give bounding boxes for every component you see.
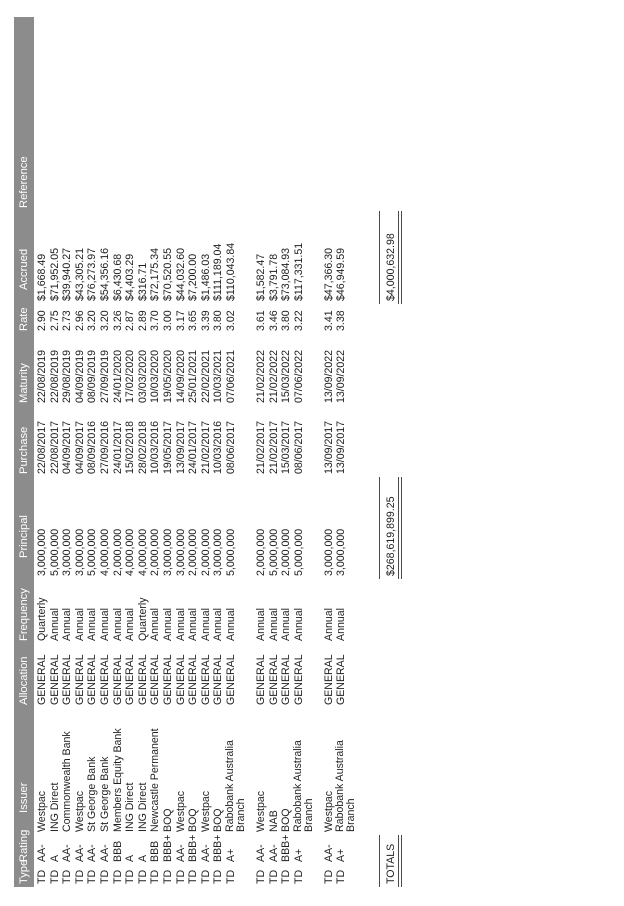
cell-purchase: 27/09/2016	[98, 420, 111, 474]
cell-allocation: GENERAL	[199, 654, 212, 705]
col-header-rating: Rating	[14, 835, 34, 865]
cell-issuer: BOQ	[161, 808, 174, 832]
cell-rating: AA-	[254, 844, 267, 862]
cell-maturity: 25/01/2021	[187, 349, 200, 403]
cell-frequency: Annual	[174, 608, 187, 641]
table-row	[175, 17, 188, 887]
cell-rate: 3.38	[335, 310, 348, 331]
cell-purchase: 08/06/2017	[224, 420, 237, 474]
cell-maturity: 22/08/2019	[36, 349, 48, 403]
cell-purchase: 08/06/2017	[292, 420, 305, 474]
cell-rate: 2.75	[48, 310, 61, 331]
cell-frequency: Annual	[267, 608, 280, 641]
cell-issuer: Westpac	[174, 790, 187, 832]
cell-maturity: 07/06/2022	[292, 349, 305, 403]
cell-accrued: $76,273.97	[86, 247, 99, 301]
cell-frequency: Annual	[124, 608, 137, 641]
totals-accrued: $4,000,632.98	[385, 233, 398, 301]
spacer-row	[357, 17, 371, 887]
cell-allocation: GENERAL	[98, 654, 111, 705]
cell-reference	[268, 17, 281, 211]
cell-reference	[187, 17, 200, 211]
cell-accrued: $117,331.51	[292, 242, 305, 301]
cell-principal: 2,000,000	[149, 528, 162, 576]
cell-allocation: GENERAL	[335, 654, 348, 705]
cell-purchase: 08/09/2016	[86, 420, 99, 474]
cell-rating: A	[48, 854, 61, 862]
cell-purchase: 10/03/2016	[212, 420, 225, 474]
cell-purchase: 04/09/2017	[73, 420, 86, 474]
cell-rating: BBB+	[212, 834, 225, 862]
cell-rate: 3.26	[111, 310, 124, 331]
cell-maturity: 21/02/2022	[267, 349, 280, 403]
cell-accrued: $110,043.84	[224, 242, 237, 301]
cell-rate: 3.46	[267, 310, 280, 331]
cell-reference	[99, 17, 112, 211]
cell-accrued: $1,582.47	[254, 253, 267, 301]
cell-principal: 5,000,000	[267, 528, 280, 576]
cell-maturity: 19/05/2020	[161, 349, 174, 403]
cell-purchase: 28/02/2018	[136, 420, 149, 474]
cell-rate: 3.41	[322, 310, 335, 331]
cell-allocation: GENERAL	[254, 654, 267, 705]
cell-reference	[293, 17, 315, 211]
table-row	[280, 17, 293, 887]
cell-purchase: 21/02/2017	[199, 420, 212, 474]
cell-rate: 3.61	[254, 310, 267, 331]
cell-principal: 5,000,000	[292, 528, 305, 576]
cell-issuer: Rabobank Australia Branch	[334, 740, 358, 832]
cell-maturity: 08/09/2019	[86, 349, 99, 403]
cell-rating: A+	[335, 848, 348, 862]
cell-allocation: GENERAL	[187, 654, 200, 705]
cell-rating: BBB+	[280, 834, 293, 862]
cell-purchase: 15/03/2017	[280, 420, 293, 474]
cell-purchase: 13/09/2017	[322, 420, 335, 474]
cell-type: TD	[267, 869, 280, 884]
col-header-rate: Rate	[14, 304, 34, 334]
cell-accrued: $46,949.59	[335, 247, 348, 301]
cell-accrued: $71,952.05	[48, 247, 61, 301]
cell-issuer: Westpac	[36, 790, 48, 832]
cell-frequency: Annual	[86, 608, 99, 641]
cell-rating: A	[136, 854, 149, 862]
cell-type: TD	[48, 869, 61, 884]
cell-frequency: Annual	[61, 608, 74, 641]
cell-maturity: 13/09/2022	[335, 349, 348, 403]
table-row	[187, 17, 200, 887]
cell-principal: 2,000,000	[111, 528, 124, 576]
cell-rating: AA-	[322, 844, 335, 862]
cell-purchase: 22/08/2017	[36, 420, 48, 474]
cell-accrued: $70,520.55	[161, 247, 174, 301]
cell-type: TD	[124, 869, 137, 884]
cell-issuer: Westpac	[254, 790, 267, 832]
cell-allocation: GENERAL	[149, 654, 162, 705]
cell-frequency: Annual	[98, 608, 111, 641]
cell-accrued: $4,403.29	[124, 253, 137, 301]
cell-rating: A+	[224, 848, 237, 862]
table-row	[61, 17, 74, 887]
cell-rating: A+	[292, 848, 305, 862]
cell-rate: 3.20	[98, 310, 111, 331]
cell-principal: 3,000,000	[335, 528, 348, 576]
cell-maturity: 29/08/2019	[61, 349, 74, 403]
cell-principal: 5,000,000	[224, 528, 237, 576]
investment-table	[14, 17, 403, 887]
cell-allocation: GENERAL	[48, 654, 61, 705]
table-row	[149, 17, 162, 887]
cell-type: TD	[149, 869, 162, 884]
cell-reference	[335, 17, 357, 211]
cell-accrued: $73,084.93	[280, 247, 293, 301]
cell-frequency: Annual	[199, 608, 212, 641]
cell-type: TD	[199, 869, 212, 884]
cell-maturity: 14/09/2020	[174, 349, 187, 403]
cell-rating: AA-	[73, 844, 86, 862]
cell-type: TD	[224, 869, 237, 884]
cell-issuer: Rabobank Australia Branch	[291, 740, 315, 832]
cell-accrued: $54,356.16	[98, 247, 111, 301]
cell-rate: 3.80	[212, 310, 225, 331]
cell-type: TD	[136, 869, 149, 884]
cell-rate: 3.70	[149, 310, 162, 331]
cell-frequency: Annual	[280, 608, 293, 641]
table-row	[74, 17, 87, 887]
cell-reference	[34, 17, 49, 211]
cell-rating: AA-	[36, 844, 48, 862]
col-header-allocation: Allocation	[14, 644, 34, 708]
cell-rating: BBB+	[187, 834, 200, 862]
cell-accrued: $72,175.34	[149, 247, 162, 301]
cell-reference	[112, 17, 125, 211]
cell-frequency: Quarterly	[36, 597, 48, 641]
cell-allocation: GENERAL	[267, 654, 280, 705]
cell-accrued: $1,668.49	[36, 253, 48, 301]
cell-type: TD	[86, 869, 99, 884]
table-row	[255, 17, 268, 887]
cell-frequency: Quarterly	[136, 597, 149, 641]
cell-allocation: GENERAL	[292, 654, 305, 705]
cell-principal: 2,000,000	[280, 528, 293, 576]
totals-row	[380, 17, 399, 887]
table-row	[34, 17, 49, 887]
table-row	[268, 17, 281, 887]
table-row	[112, 17, 125, 887]
cell-frequency: Annual	[292, 608, 305, 641]
cell-allocation: GENERAL	[86, 654, 99, 705]
cell-type: TD	[98, 869, 111, 884]
cell-rate: 3.80	[280, 310, 293, 331]
cell-issuer: St George Bank	[86, 756, 99, 832]
cell-maturity: 22/02/2021	[199, 349, 212, 403]
cell-rating: AA-	[61, 844, 74, 862]
cell-principal: 3,000,000	[73, 528, 86, 576]
cell-reference	[255, 17, 268, 211]
cell-type: TD	[212, 869, 225, 884]
cell-type: TD	[174, 869, 187, 884]
cell-accrued: $47,366.30	[322, 247, 335, 301]
cell-maturity: 03/03/2020	[136, 349, 149, 403]
cell-frequency: Annual	[161, 608, 174, 641]
cell-issuer: Rabobank Australia Branch	[223, 740, 247, 832]
cell-rating: BBB	[111, 840, 124, 862]
col-header-issuer: Issuer	[14, 708, 34, 835]
cell-purchase: 22/08/2017	[48, 420, 61, 474]
cell-issuer: BOQ	[212, 808, 225, 832]
cell-allocation: GENERAL	[36, 654, 48, 705]
cell-frequency: Annual	[111, 608, 124, 641]
cell-type: TD	[61, 869, 74, 884]
col-header-reference: Reference	[14, 17, 34, 211]
cell-rating: AA-	[199, 844, 212, 862]
cell-principal: 3,000,000	[36, 528, 48, 576]
cell-rating: A	[124, 854, 137, 862]
cell-principal: 3,000,000	[322, 528, 335, 576]
cell-allocation: GENERAL	[111, 654, 124, 705]
cell-purchase: 24/01/2017	[187, 420, 200, 474]
cell-allocation: GENERAL	[136, 654, 149, 705]
cell-frequency: Annual	[224, 608, 237, 641]
table-row	[99, 17, 112, 887]
cell-issuer: ING Direct	[124, 782, 137, 832]
table-row	[137, 17, 150, 887]
cell-maturity: 10/03/2021	[212, 349, 225, 403]
table-row	[86, 17, 99, 887]
cell-rate: 3.02	[224, 310, 237, 331]
cell-rating: AA-	[267, 844, 280, 862]
cell-principal: 5,000,000	[86, 528, 99, 576]
cell-principal: 4,000,000	[136, 528, 149, 576]
cell-principal: 3,000,000	[174, 528, 187, 576]
cell-allocation: GENERAL	[174, 654, 187, 705]
cell-reference	[49, 17, 62, 211]
cell-issuer: ING Direct	[136, 782, 149, 832]
cell-accrued: $7,200.00	[187, 253, 200, 301]
cell-maturity: 17/02/2020	[124, 349, 137, 403]
table-row	[335, 17, 357, 887]
cell-rate: 2.73	[61, 310, 74, 331]
cell-principal: 4,000,000	[98, 528, 111, 576]
cell-reference	[200, 17, 213, 211]
cell-allocation: GENERAL	[280, 654, 293, 705]
cell-issuer: Newcastle Permanent	[149, 728, 162, 832]
cell-rating: AA-	[174, 844, 187, 862]
col-header-maturity: Maturity	[14, 334, 34, 406]
cell-type: TD	[73, 869, 86, 884]
cell-frequency: Annual	[335, 608, 348, 641]
cell-reference	[280, 17, 293, 211]
cell-purchase: 21/02/2017	[254, 420, 267, 474]
col-header-purchase: Purchase	[14, 406, 34, 477]
cell-issuer: BOQ	[187, 808, 200, 832]
totals-principal: $268,619,899.25	[385, 496, 398, 576]
col-header-principal: Principal	[14, 477, 34, 579]
cell-principal: 2,000,000	[199, 528, 212, 576]
cell-maturity: 22/08/2019	[48, 349, 61, 403]
cell-issuer: Commonwealth Bank	[61, 731, 74, 832]
spacer-row	[247, 17, 255, 887]
cell-frequency: Annual	[212, 608, 225, 641]
cell-purchase: 10/03/2016	[149, 420, 162, 474]
table-row	[124, 17, 137, 887]
cell-purchase: 13/09/2017	[335, 420, 348, 474]
cell-purchase: 13/09/2017	[174, 420, 187, 474]
table-row	[293, 17, 315, 887]
cell-maturity: 04/09/2019	[73, 349, 86, 403]
table-body	[34, 17, 403, 887]
cell-frequency: Annual	[73, 608, 86, 641]
cell-type: TD	[36, 869, 48, 884]
cell-rate: 3.17	[174, 310, 187, 331]
cell-type: TD	[322, 869, 335, 884]
cell-allocation: GENERAL	[161, 654, 174, 705]
cell-accrued: $111,189.04	[212, 243, 225, 301]
cell-type: TD	[280, 869, 293, 884]
cell-accrued: $1,486.03	[199, 253, 212, 301]
cell-rating: BBB+	[161, 834, 174, 862]
cell-issuer: BOQ	[280, 808, 293, 832]
cell-reference	[124, 17, 137, 211]
col-header-type: Type	[14, 865, 34, 887]
cell-type: TD	[161, 869, 174, 884]
cell-maturity: 27/09/2019	[98, 349, 111, 403]
cell-purchase: 15/02/2018	[124, 420, 137, 474]
cell-issuer: St George Bank	[98, 756, 111, 832]
cell-maturity: 15/03/2022	[280, 349, 293, 403]
cell-reference	[61, 17, 74, 211]
cell-rate: 3.22	[292, 310, 305, 331]
cell-rating: AA-	[86, 844, 99, 862]
cell-maturity: 10/03/2020	[149, 349, 162, 403]
cell-accrued: $6,430.68	[111, 253, 124, 301]
cell-maturity: 13/09/2022	[322, 349, 335, 403]
cell-issuer: Members Equity Bank	[111, 728, 124, 832]
cell-rate: 2.90	[36, 310, 48, 331]
cell-issuer: Westpac	[199, 790, 212, 832]
table-row	[225, 17, 247, 887]
table-row	[49, 17, 62, 887]
cell-accrued: $316.71	[136, 262, 149, 301]
cell-allocation: GENERAL	[212, 654, 225, 705]
cell-principal: 5,000,000	[48, 528, 61, 576]
cell-issuer: NAB	[267, 810, 280, 832]
cell-rate: 2.89	[136, 310, 149, 331]
cell-reference	[212, 17, 225, 211]
cell-purchase: 24/01/2017	[111, 420, 124, 474]
cell-principal: 3,000,000	[161, 528, 174, 576]
cell-principal: 3,000,000	[212, 528, 225, 576]
spacer-row	[315, 17, 323, 887]
cell-rate: 3.00	[161, 310, 174, 331]
header-row	[14, 17, 34, 887]
cell-frequency: Annual	[187, 608, 200, 641]
cell-frequency: Annual	[48, 608, 61, 641]
cell-accrued: $3,791.78	[267, 253, 280, 301]
cell-reference	[149, 17, 162, 211]
cell-allocation: GENERAL	[322, 654, 335, 705]
cell-purchase: 19/05/2017	[161, 420, 174, 474]
cell-purchase: 21/02/2017	[267, 420, 280, 474]
cell-type: TD	[111, 869, 124, 884]
cell-frequency: Annual	[322, 608, 335, 641]
cell-allocation: GENERAL	[73, 654, 86, 705]
cell-maturity: 21/02/2022	[254, 349, 267, 403]
cell-allocation: GENERAL	[224, 654, 237, 705]
cell-type: TD	[187, 869, 200, 884]
cell-principal: 3,000,000	[61, 528, 74, 576]
cell-reference	[74, 17, 87, 211]
cell-purchase: 04/09/2017	[61, 420, 74, 474]
col-header-frequency: Frequency	[14, 579, 34, 644]
col-header-accrued: Accrued	[14, 211, 34, 304]
cell-frequency: Annual	[254, 608, 267, 641]
cell-rating: AA-	[98, 844, 111, 862]
cell-maturity: 24/01/2020	[111, 349, 124, 403]
cell-rate: 2.87	[124, 310, 137, 331]
cell-rate: 3.20	[86, 310, 99, 331]
cell-reference	[225, 17, 247, 211]
cell-type: TD	[292, 869, 305, 884]
cell-reference	[175, 17, 188, 211]
cell-allocation: GENERAL	[61, 654, 74, 705]
cell-rate: 3.39	[199, 310, 212, 331]
cell-issuer: ING Direct	[48, 782, 61, 832]
cell-type: TD	[335, 869, 348, 884]
totals-label: TOTALS	[385, 843, 398, 884]
cell-issuer: Westpac	[322, 790, 335, 832]
cell-rating: BBB	[149, 840, 162, 862]
cell-reference	[137, 17, 150, 211]
table-row	[162, 17, 175, 887]
cell-principal: 4,000,000	[124, 528, 137, 576]
cell-reference	[162, 17, 175, 211]
table-row	[200, 17, 213, 887]
cell-type: TD	[254, 869, 267, 884]
cell-reference	[323, 17, 336, 211]
cell-reference	[86, 17, 99, 211]
cell-accrued: $44,032.60	[174, 247, 187, 301]
cell-allocation: GENERAL	[124, 654, 137, 705]
cell-maturity: 07/06/2021	[224, 349, 237, 403]
cell-frequency: Annual	[149, 608, 162, 641]
totals-rule	[371, 17, 380, 887]
cell-accrued: $43,305.21	[73, 247, 86, 301]
cell-rate: 2.96	[73, 310, 86, 331]
totals-rule	[398, 17, 403, 887]
cell-accrued: $39,940.27	[61, 247, 74, 301]
cell-issuer: Westpac	[73, 790, 86, 832]
cell-rate: 3.65	[187, 310, 200, 331]
cell-principal: 2,000,000	[187, 528, 200, 576]
cell-principal: 2,000,000	[254, 528, 267, 576]
